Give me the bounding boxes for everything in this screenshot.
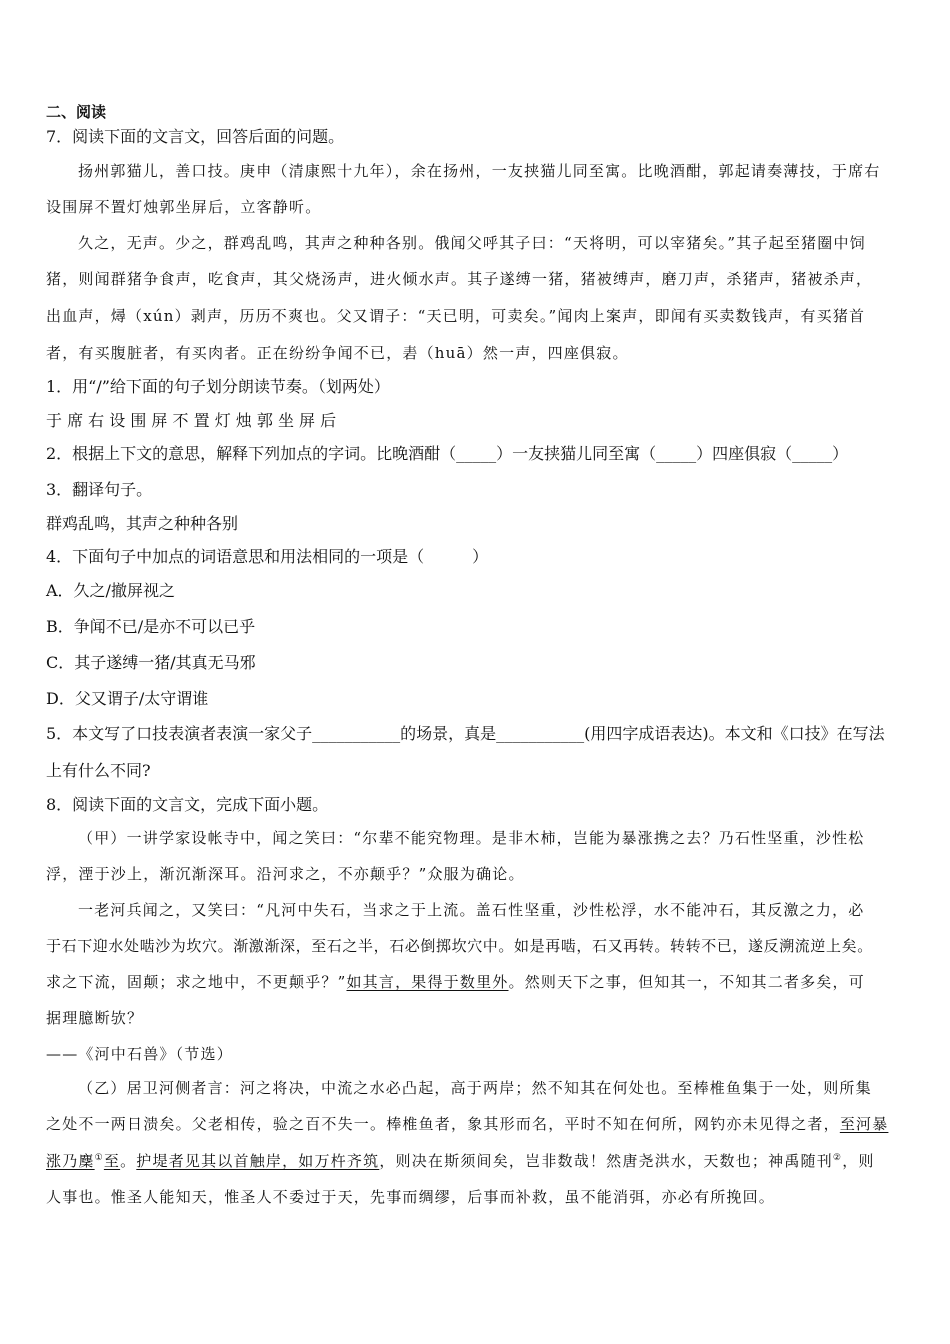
q7-sub3: 3．翻译句子。: [46, 480, 153, 499]
q7-passage-line: 久之，无声。少之，群鸡乱鸣，其声之种种各别。俄闻父呼其子曰：“天将明，可以宰猪矣。”其子起至猪圈中饲: [78, 234, 866, 252]
underlined-sentence: 如其言，果得于数里外: [346, 973, 509, 991]
q7-passage-line: 扬州郭猫儿，善口技。庚申（清康熙十九年），余在扬州，一友挟猫儿同至寓。比晚酒酣，郭起请奏薄技，于席右: [78, 162, 881, 180]
source-citation: ——《河中石兽》（节选）: [46, 1045, 233, 1063]
question-7-stem: 7．阅读下面的文言文，回答后面的问题。: [46, 127, 345, 146]
q7-passage-line: 者，有买腹脏者，有买肉者。正在纷纷争闻不已，砉（huā）然一声，四座俱寂。: [46, 344, 629, 362]
q8-yi-line: [46, 1113, 888, 1135]
underlined-sentence: 护堤者见其以首触岸，如万杵齐筑: [136, 1152, 380, 1170]
underlined-sentence: 涨乃麇: [46, 1152, 95, 1170]
q8-yi-line: 人事也。惟圣人能知天，惟圣人不委过于天，先事而绸缪，后事而补救，虽不能消弭，亦必有所挽回。: [46, 1188, 776, 1206]
text-run: ，则决在斯须间矣，岂非数哉！然唐尧洪水，天数也；神禹随刊: [379, 1152, 833, 1170]
q7-passage-line: 猪，则闻群猪争食声，吃食声，其父烧汤声，进火倾水声。其子遂缚一猪，猪被缚声，磨刀声，杀猪声，猪被杀声，: [46, 270, 873, 288]
q8-jia-line: 浮，湮于沙上，渐沉渐深耳。沿河求之，不亦颠乎？”众服为确论。: [46, 865, 525, 883]
option-b: B．争闻不已/是亦不可以已乎: [46, 617, 256, 636]
q8-jia2-line: 于石下迎水处啮沙为坎穴。渐激渐深，至石之半，石必倒掷坎穴中。如是再啮，石又再转。转转不已，遂反溯流逆上矣。: [46, 937, 873, 955]
section-title: 二、阅读: [46, 103, 107, 121]
q8-jia2-line: 一老河兵闻之，又笑曰：“凡河中失石，当求之于上流。盖石性坚重，沙性松浮，水不能冲石，其反激之力，必: [78, 901, 865, 919]
q8-yi-line: （乙）居卫河侧者言：河之将决，中流之水必凸起，高于两岸；然不知其在何处也。至棒椎鱼集于一处，则所集: [78, 1079, 872, 1097]
text-run: 之处不一两日溃矣。父老相传，验之百不失一。棒椎鱼者，象其形而名，平时不知在何所，网钓亦未见得之者，: [46, 1115, 840, 1133]
question-8-stem: 8．阅读下面的文言文，完成下面小题。: [46, 795, 329, 814]
q7-passage-line: 出血声，燖（xún）剥声，历历不爽也。父又谓子：“天已明，可卖矣。”闻肉上案声，即闻有买卖数钱声，有买猪首: [46, 307, 866, 325]
q7-sub1: 1．用“/”给下面的句子划分朗读节奏。（划两处）: [46, 377, 390, 396]
q7-sub5-line: 上有什么不同?: [46, 761, 151, 780]
option-d: D．父又谓子/太守谓谁: [46, 689, 209, 708]
option-a: A．久之/撤屏视之: [46, 581, 175, 600]
q7-sub3-sentence: 群鸡乱鸣，其声之种种各别: [46, 514, 239, 533]
q8-jia2-line: [46, 971, 865, 993]
text-run: 。: [120, 1152, 137, 1170]
q8-jia-line: （甲）一讲学家设帐寺中，闻之笑曰：“尔辈不能究物理。是非木柿，岂能为暴涨携之去？乃石性坚重，沙性松: [78, 829, 865, 847]
q8-yi-line: [46, 1150, 875, 1172]
underlined-sentence: 至河暴: [839, 1115, 889, 1133]
q7-passage-line: 设围屏不置灯烛郭坐屏后，立客静听。: [46, 198, 322, 216]
q7-sub4: 4．下面句子中加点的词语意思和用法相同的一项是（ ）: [46, 547, 489, 566]
footnote-marker: ①: [94, 1153, 104, 1163]
text-run: ，则: [842, 1152, 875, 1170]
q7-sub2: 2．根据上下文的意思，解释下列加点的字词。比晚酒酣（_____）一友挟猫儿同至寓（_____）四座俱寂（_____）: [46, 444, 849, 463]
q7-sub5-line: 5．本文写了口技表演者表演一家父子___________的场景，真是___________(用四字成语表达)。本文和《口技》在写法: [46, 724, 885, 743]
text-run: 。然则天下之事，但知其一，不知其二者多矣，可: [508, 973, 865, 991]
q8-jia2-line: 据理臆断欤？: [46, 1009, 144, 1027]
footnote-marker: ②: [832, 1153, 843, 1163]
q7-sub1-sentence: 于 席 右 设 围 屏 不 置 灯 烛 郭 坐 屏 后: [46, 411, 337, 430]
underlined-sentence: 至: [103, 1152, 121, 1170]
option-c: C．其子遂缚一猪/其真无马邪: [46, 653, 256, 672]
text-run: 求之下流，固颠；求之地中，不更颠乎？”: [46, 973, 347, 991]
